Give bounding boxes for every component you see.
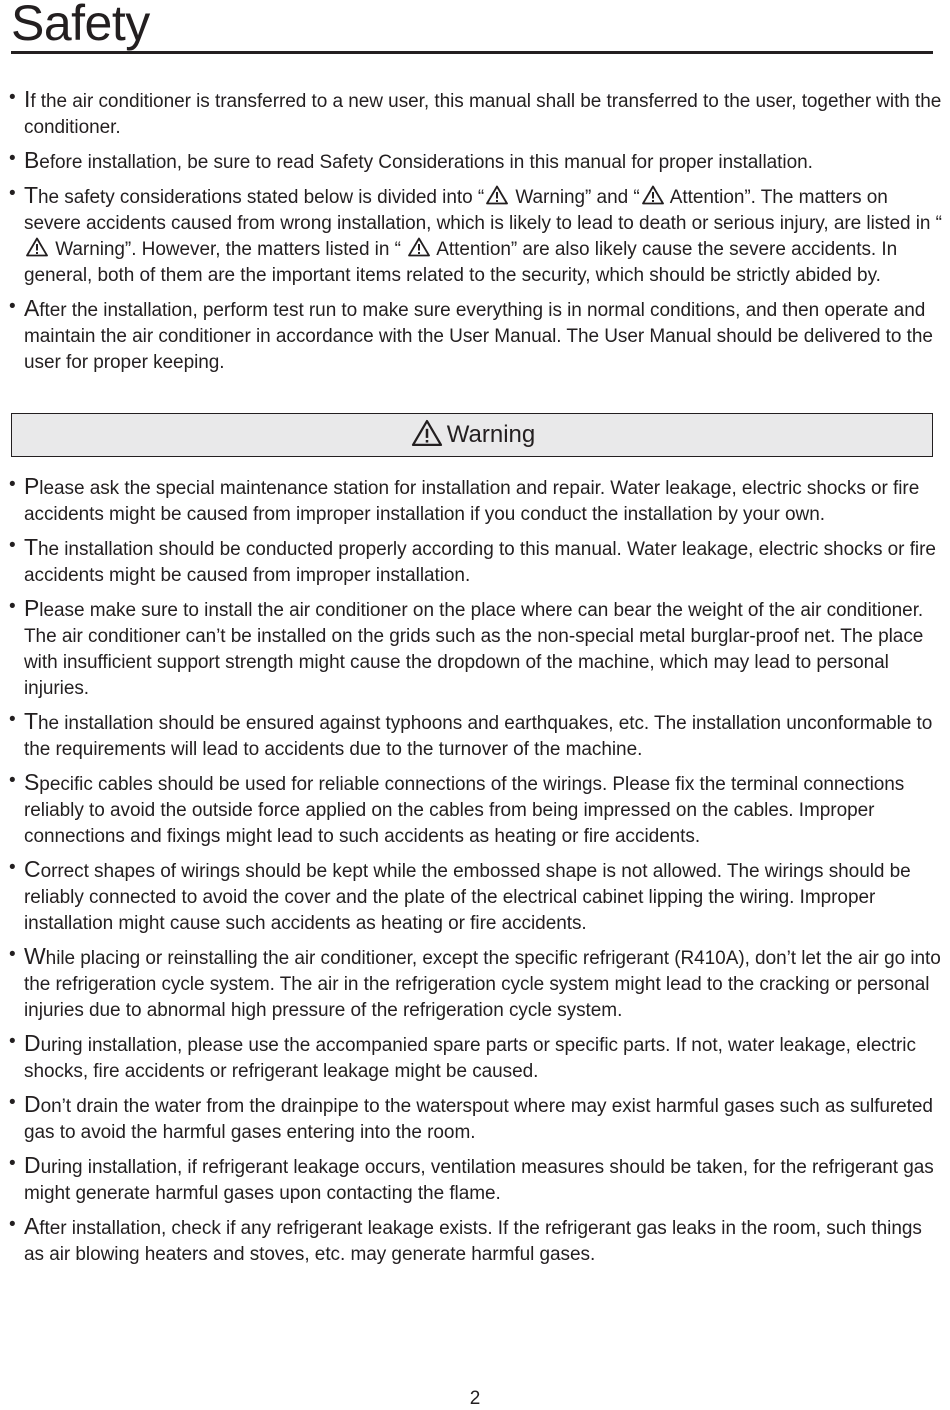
bullet-icon: • bbox=[9, 709, 16, 730]
title-divider bbox=[11, 51, 933, 54]
list-item: • The safety considerations stated below is divided into “ Warning” and “ Attention”. The matters on severe accidents caused from wrong installation, which is likely to lead to death or serious injury, are listed in “ Warning”. However, the matters listed in “ Attention” are also likely cause the severe accidents. In general, both of them are the important items related to the security, which should be strictly abided by. bbox=[9, 182, 942, 286]
warning-triangle-icon bbox=[642, 185, 664, 205]
list-item: • During installation, if refrigerant leakage occurs, ventilation measures should be taken, for the refrigerant gas might generate harmful gases upon contacting the flame. bbox=[9, 1152, 934, 1204]
warning-list bbox=[0, 473, 950, 1274]
bullet-icon: • bbox=[9, 1214, 16, 1235]
list-item: • The installation should be conducted properly according to this manual. Water leakage, electric shocks or fire accidents might be caused from improper installation. bbox=[9, 534, 936, 586]
warning-triangle-icon bbox=[26, 237, 48, 257]
bullet-icon: • bbox=[9, 770, 16, 791]
list-item: • If the air conditioner is transferred to a new user, this manual shall be transferred to the user, together with the conditioner. bbox=[9, 86, 942, 138]
warning-header-label: Warning bbox=[446, 421, 536, 448]
list-item: • The installation should be ensured against typhoons and earthquakes, etc. The installation unconformable to the requirements will lead to accidents due to the turnover of the machine. bbox=[9, 708, 933, 760]
list-item: • Don’t drain the water from the drainpipe to the waterspout where may exist harmful gases such as sulfureted gas to avoid the harmful gases entering into the room. bbox=[9, 1091, 933, 1143]
bullet-icon: • bbox=[9, 1031, 16, 1052]
bullet-icon: • bbox=[9, 183, 16, 204]
list-item: • Specific cables should be used for reliable connections of the wirings. Please fix the terminal connections reliably to avoid the outside force applied on the cables from being impressed on the cables. Improper connections and fixings might lead to such accidents as heating or fire accidents. bbox=[9, 769, 905, 847]
warning-triangle-icon bbox=[408, 237, 430, 257]
page-title: Safety bbox=[11, 0, 150, 51]
bullet-icon: • bbox=[9, 596, 16, 617]
page-number: 2 bbox=[469, 1388, 481, 1409]
bullet-icon: • bbox=[9, 87, 16, 108]
bullet-icon: • bbox=[9, 1092, 16, 1113]
warning-header bbox=[11, 413, 933, 457]
list-item: • After installation, check if any refrigerant leakage exists. If the refrigerant gas leaks in the room, such things as air blowing heaters and stoves, etc. may generate harmful gases. bbox=[9, 1213, 922, 1265]
list-item: • Please make sure to install the air conditioner on the place where can bear the weight of the air conditioner. The air conditioner can’t be installed on the grids such as the non-special metal burglar-proof net. The place with insufficient support strength might cause the dropdown of the machine, which may lead to personal injuries. bbox=[9, 595, 924, 699]
warning-triangle-icon bbox=[486, 185, 508, 205]
list-item: • During installation, please use the accompanied spare parts or specific parts. If not, water leakage, electric shocks, fire accidents or refrigerant leakage might be caused. bbox=[9, 1030, 916, 1082]
intro-list bbox=[0, 86, 950, 382]
bullet-icon: • bbox=[9, 857, 16, 878]
bullet-icon: • bbox=[9, 148, 16, 169]
list-item: • Correct shapes of wirings should be kept while the embossed shape is not allowed. The wirings should be reliably connected to avoid the cover and the plate of the electrical cabinet lipping the wiring. Improper installation might cause such accidents as heating or fire accidents. bbox=[9, 856, 911, 934]
list-item: • While placing or reinstalling the air conditioner, except the specific refrigerant (R410A), don’t let the air go into the refrigeration cycle system. The air in the refrigeration cycle system might lead to the cracking or personal injuries due to abnormal high pressure of the refrigeration cycle system. bbox=[9, 943, 941, 1021]
list-item: • Before installation, be sure to read Safety Considerations in this manual for proper installation. bbox=[9, 147, 813, 173]
bullet-icon: • bbox=[9, 535, 16, 556]
bullet-icon: • bbox=[9, 944, 16, 965]
bullet-icon: • bbox=[9, 474, 16, 495]
warning-triangle-icon bbox=[411, 419, 443, 447]
bullet-icon: • bbox=[9, 1153, 16, 1174]
list-item: • After the installation, perform test run to make sure everything is in normal conditions, and then operate and maintain the air conditioner in accordance with the User Manual. The User Manual should be delivered to the user for proper keeping. bbox=[9, 295, 933, 373]
bullet-icon: • bbox=[9, 296, 16, 317]
list-item: • Please ask the special maintenance station for installation and repair. Water leakage, electric shocks or fire accidents might be caused from improper installation if you conduct the installation by your own. bbox=[9, 473, 920, 525]
